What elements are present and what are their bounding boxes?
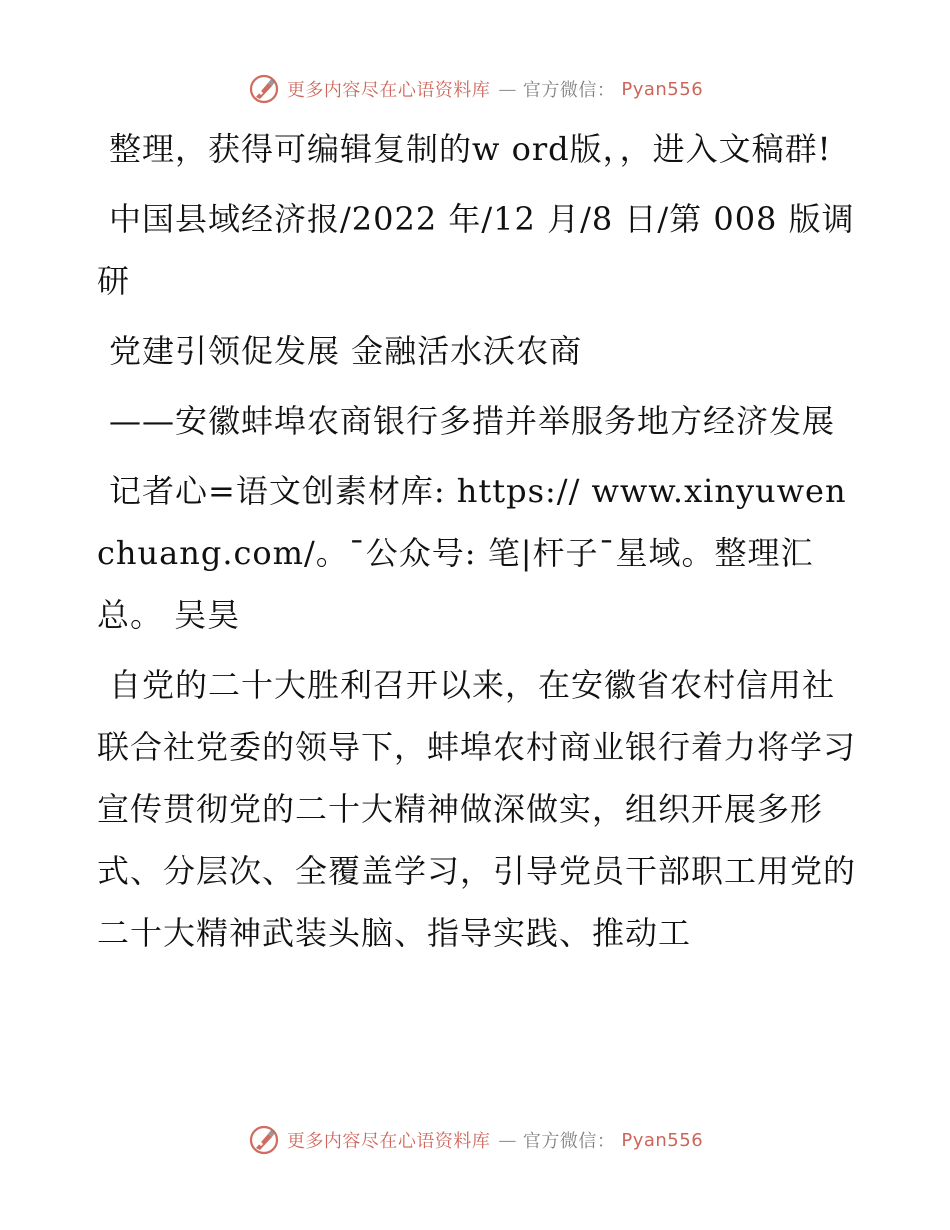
watermark-text: 更多内容尽在心语资料库 xyxy=(286,1131,491,1152)
article-subtitle: ——安徽蚌埠农商银行多措并举服务地方经济发展 xyxy=(109,402,836,440)
pen-seal-icon xyxy=(247,72,281,106)
article-title: 党建引领促发展 金融活水沃农商 xyxy=(109,332,583,370)
watermark-official-label: 官方微信： xyxy=(522,80,616,101)
watermark-header xyxy=(0,72,950,106)
watermark-footer xyxy=(0,1123,950,1157)
watermark-text: 更多内容尽在心语资料库 xyxy=(286,80,491,101)
watermark-wechat-id: Pyan556 xyxy=(621,78,704,100)
watermark-dash: — xyxy=(498,1129,517,1151)
watermark-dash: — xyxy=(498,78,517,100)
source-line: 中国县域经济报/2022 年/12 月/8 日/第 008 版调研 xyxy=(97,200,855,300)
watermark-official-label: 官方微信： xyxy=(522,1131,616,1152)
pen-seal-icon xyxy=(247,1123,281,1157)
article-body xyxy=(97,118,857,964)
body-paragraph: 自党的二十大胜利召开以来，在安徽省农村信用社联合社党委的领导下，蚌埠农村商业银行着力将学习宣传贯彻党的二十大精神做深做实，组织开展多形式、分层次、全覆盖学习，引导党员干部职工用党的二十大精神武装头脑、指导实践、推动工 xyxy=(97,666,857,952)
intro-line: 整理，获得可编辑复制的w ord版，，进入文稿群! xyxy=(109,130,832,168)
watermark-wechat-id: Pyan556 xyxy=(621,1129,704,1151)
byline: 记者心=语文创素材库: https:// www.xinyuwenchuang.com/。¯公众号: 笔|杆子¯星域。整理汇总。 吴昊 xyxy=(97,472,847,634)
